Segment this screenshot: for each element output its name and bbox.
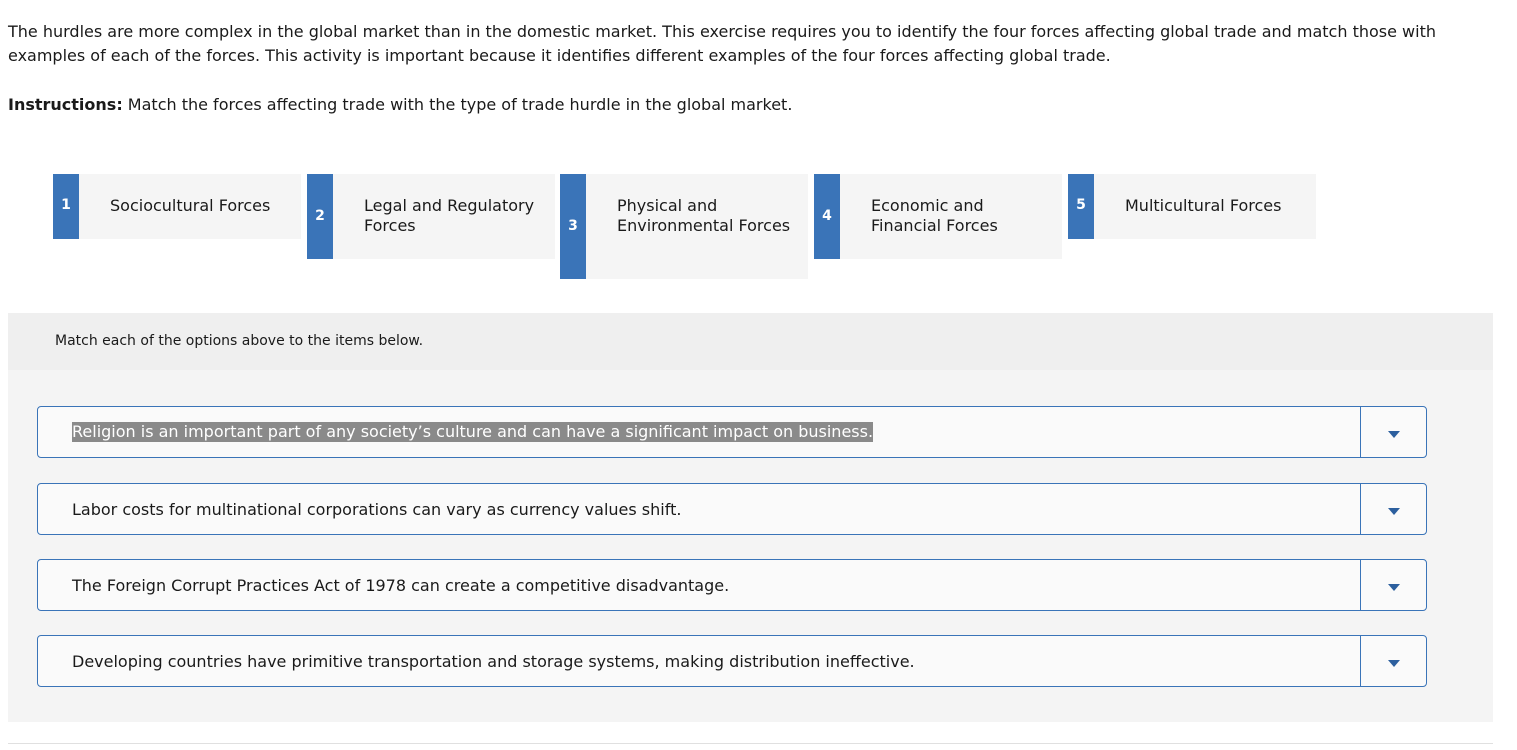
match-dropdown-button[interactable] bbox=[1360, 407, 1426, 457]
caret-down-icon bbox=[1388, 660, 1400, 667]
match-item-text: Religion is an important part of any society’s culture and can have a significant impact on business. bbox=[72, 422, 874, 441]
option-physical-environmental[interactable] bbox=[560, 174, 808, 279]
match-item[interactable] bbox=[37, 559, 1427, 611]
option-multicultural[interactable] bbox=[1068, 174, 1316, 239]
caret-down-icon bbox=[1388, 431, 1400, 438]
match-dropdown-button[interactable] bbox=[1360, 484, 1426, 534]
option-legal-regulatory[interactable] bbox=[307, 174, 555, 259]
match-panel bbox=[8, 313, 1493, 722]
divider bbox=[8, 743, 1493, 744]
match-item-text: Developing countries have primitive transportation and storage systems, making distribution ineffective. bbox=[72, 651, 915, 671]
option-number-badge: 2 bbox=[307, 174, 333, 259]
match-dropdown-button[interactable] bbox=[1360, 560, 1426, 610]
match-dropdown-button[interactable] bbox=[1360, 636, 1426, 686]
match-panel-body bbox=[8, 370, 1493, 722]
option-number-badge: 3 bbox=[560, 174, 586, 279]
option-sociocultural[interactable] bbox=[53, 174, 301, 239]
option-number-badge: 4 bbox=[814, 174, 840, 259]
match-item[interactable] bbox=[37, 635, 1427, 687]
option-number-badge: 1 bbox=[53, 174, 79, 239]
caret-down-icon bbox=[1388, 584, 1400, 591]
caret-down-icon bbox=[1388, 508, 1400, 515]
option-number-badge: 5 bbox=[1068, 174, 1094, 239]
match-item-text: The Foreign Corrupt Practices Act of 1978 can create a competitive disadvantage. bbox=[72, 575, 730, 595]
instructions-text: Match the forces affecting trade with the type of trade hurdle in the global market. bbox=[122, 95, 793, 114]
match-item-text: Labor costs for multinational corporations can vary as currency values shift. bbox=[72, 499, 682, 519]
option-label: Multicultural Forces bbox=[1125, 196, 1282, 215]
instructions bbox=[8, 93, 792, 117]
match-item[interactable] bbox=[37, 406, 1427, 458]
match-panel-header: Match each of the options above to the items below. bbox=[8, 313, 1493, 370]
option-economic-financial[interactable] bbox=[814, 174, 1062, 259]
option-label: Physical and Environmental Forces bbox=[617, 196, 791, 235]
option-label: Sociocultural Forces bbox=[110, 196, 271, 215]
instructions-label: Instructions: bbox=[8, 95, 123, 114]
option-label: Economic and Financial Forces bbox=[871, 196, 998, 235]
intro-paragraph: The hurdles are more complex in the global market than in the domestic market. This exercise requires you to identify the four forces affecting global trade and match those with examples of each of the forces. This activity is important because it identifies different examples of the four forces affecting global trade. bbox=[8, 22, 1436, 65]
match-item[interactable] bbox=[37, 483, 1427, 535]
option-label: Legal and Regulatory Forces bbox=[364, 196, 535, 235]
